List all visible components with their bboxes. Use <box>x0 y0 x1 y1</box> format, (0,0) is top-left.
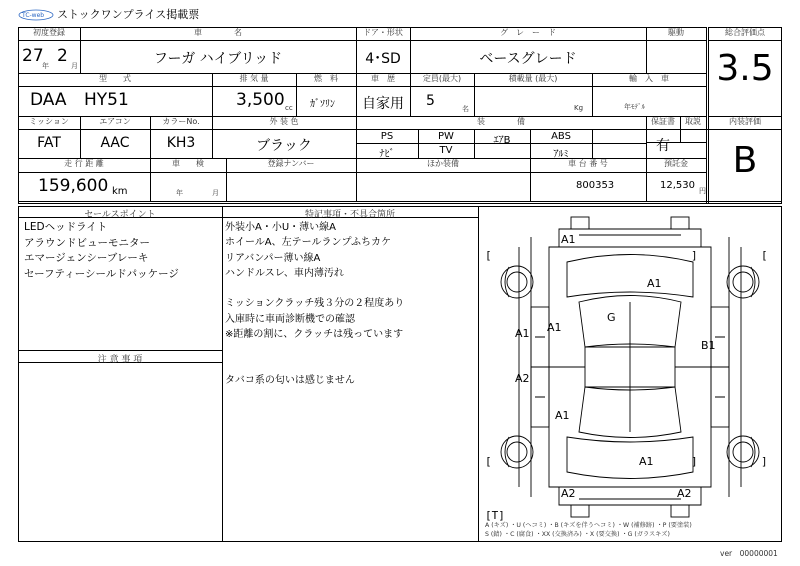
chassis-header: 車 台 番 号 <box>568 159 608 168</box>
list-item: ミッションクラッチ残３分の２程度あり <box>225 298 405 310</box>
displacement-unit: cc <box>285 104 293 112</box>
load-unit: Kg <box>574 104 584 112</box>
first-reg-year: 27 <box>22 46 44 66</box>
import-note: 年ﾓﾃﾞﾙ <box>624 103 645 111</box>
equip-pw: PW <box>438 131 454 142</box>
damage-mark: A1 <box>515 327 530 340</box>
equip-alloy: ｱﾙﾐ <box>553 149 569 160</box>
equip-airbag: ｴｱB <box>493 135 511 146</box>
list-item: ホイールA、左テールランプふちカケ <box>225 237 391 249</box>
equip-abs: ABS <box>551 131 571 142</box>
damage-mark: A1 <box>639 455 654 468</box>
fuel-header: 燃 料 <box>314 74 338 83</box>
list-item: ※距離の割に、クラッチは残っています <box>225 329 404 341</box>
deposit-value: 12,530 <box>660 180 695 191</box>
inspection-header: 車 検 <box>172 159 204 168</box>
damage-mark: A2 <box>515 372 530 385</box>
bracket-mark: [ <box>761 249 768 262</box>
damage-mark: A1 <box>547 321 562 334</box>
list-item: エマージェンシーブレーキ <box>24 252 149 264</box>
manual-header: 取説 <box>685 117 701 126</box>
brand-logo <box>18 6 54 20</box>
type-value: HY51 <box>84 90 129 110</box>
car-damage-diagram <box>479 207 781 540</box>
color-no-value: KH3 <box>166 135 196 151</box>
equip-tv: TV <box>439 145 453 156</box>
displacement-header: 排 気 量 <box>239 74 269 83</box>
list-item: アラウンドビューモニター <box>24 236 150 249</box>
grade-header: グ レ ー ド <box>500 28 556 37</box>
page-title: ストックワンプライス掲載票 <box>57 8 200 21</box>
color-no-header: カラーNo. <box>162 117 200 126</box>
legend-line-2: S (錆) ・C (腐食) ・XX (交換済み) ・X (要交換) ・G (ガラスキズ) <box>485 531 670 538</box>
damage-mark: A1 <box>561 233 576 246</box>
exterior-value: ブラック <box>256 138 312 154</box>
mileage-header: 走 行 距 離 <box>64 159 104 168</box>
list-item: LEDヘッドライト <box>24 221 108 233</box>
reg-no-header: 登録ナンバー <box>267 159 315 168</box>
damage-mark: A1 <box>555 409 570 422</box>
bracket-mark: [ <box>485 249 492 262</box>
damage-mark: G <box>607 311 616 324</box>
interior-score: B <box>732 140 758 181</box>
type-prefix: DAA <box>30 90 67 110</box>
t-label: [T] <box>485 509 505 522</box>
list-item: ハンドルスレ、車内薄汚れ <box>225 267 344 279</box>
exterior-header: 外 装 色 <box>269 117 299 126</box>
door-type: 4･SD <box>365 51 401 67</box>
drive-header: 駆動 <box>668 28 684 37</box>
warranty-header: 保証書 <box>651 117 675 126</box>
capacity-unit: 名 <box>462 105 469 113</box>
damage-mark: A1 <box>647 277 662 290</box>
list-item <box>225 358 404 373</box>
deposit-unit: 円 <box>699 187 706 195</box>
fuel-value: ｶﾞｿﾘﾝ <box>310 99 335 110</box>
inspection-year: 年 <box>176 189 183 197</box>
equip-ps: PS <box>380 131 394 142</box>
first-reg-header: 初度登録 <box>33 28 65 37</box>
grade-value: ベースグレード <box>479 51 577 67</box>
bracket-mark: [ <box>485 455 492 468</box>
history-value: 自家用 <box>362 96 404 112</box>
first-reg-month: 2 <box>57 46 68 66</box>
equipment-header: 装 備 <box>477 117 525 126</box>
overall-score: 3.5 <box>716 48 774 89</box>
damage-mark: A2 <box>561 487 576 500</box>
bracket-mark: ] <box>691 249 698 262</box>
damage-mark: B1 <box>701 339 716 352</box>
mission-value: FAT <box>37 135 61 151</box>
capacity-value: 5 <box>426 93 435 109</box>
warranty-value: 有 <box>656 138 670 154</box>
list-item <box>225 281 404 296</box>
bracket-mark: ] <box>761 455 768 468</box>
legend-line-1: A (キズ) ・U (ヘコミ) ・B (キズを伴うヘコミ) ・W (補修跡) ・P (要塗装) <box>485 522 692 529</box>
list-item: 入庫時に車両診断機での確認 <box>225 313 355 325</box>
history-header: 車 歴 <box>371 74 395 83</box>
damage-mark: A2 <box>677 487 692 500</box>
displacement-value: 3,500 <box>236 90 285 110</box>
version-label: ver 00000001 <box>720 549 778 558</box>
sales-points-title: セールスポイント <box>84 210 156 220</box>
notes-title: 注 意 事 項 <box>97 355 143 365</box>
mission-header: ミッション <box>29 117 69 126</box>
first-reg-year-unit: 年 <box>42 62 49 70</box>
load-header: 積載量 (最大) <box>508 74 558 83</box>
overall-header: 総合評価点 <box>725 28 765 37</box>
list-item: リアバンパー薄い線A <box>225 252 321 264</box>
svg-text:TC-web: TC-web <box>22 12 45 19</box>
sales-points-list <box>24 220 179 282</box>
capacity-header: 定員(最大) <box>422 74 462 83</box>
aircon-value: AAC <box>100 135 130 151</box>
chassis-value: 800353 <box>576 180 615 191</box>
interior-header: 内装評価 <box>729 117 761 126</box>
mileage-unit: km <box>112 186 128 197</box>
list-item: 外装小A・小U・薄い線A <box>225 222 337 233</box>
inspection-month: 月 <box>212 189 219 197</box>
list-item: セーフティーシールドパッケージ <box>24 267 179 280</box>
list-item: タバコ系の匂いは感じません <box>225 374 355 386</box>
other-equip-header: ほか装備 <box>427 159 459 168</box>
first-reg-month-unit: 月 <box>71 62 78 70</box>
equip-navi: ﾅﾋﾞ <box>379 149 395 160</box>
name-header: 車 名 <box>194 28 242 37</box>
mileage-value: 159,600 <box>38 176 109 196</box>
special-notes-list <box>225 220 404 388</box>
aircon-header: エアコン <box>99 117 131 126</box>
deposit-header: 預託金 <box>664 159 688 168</box>
import-header: 輸 入 車 <box>629 74 669 83</box>
type-header: 型 式 <box>99 74 131 83</box>
door-header: ドア・形状 <box>363 28 403 37</box>
list-item <box>225 342 404 357</box>
bracket-mark: ] <box>691 455 698 468</box>
special-notes-title: 特記事項・不具合箇所 <box>304 210 395 220</box>
car-name: フーガ ハイブリッド <box>153 51 283 67</box>
